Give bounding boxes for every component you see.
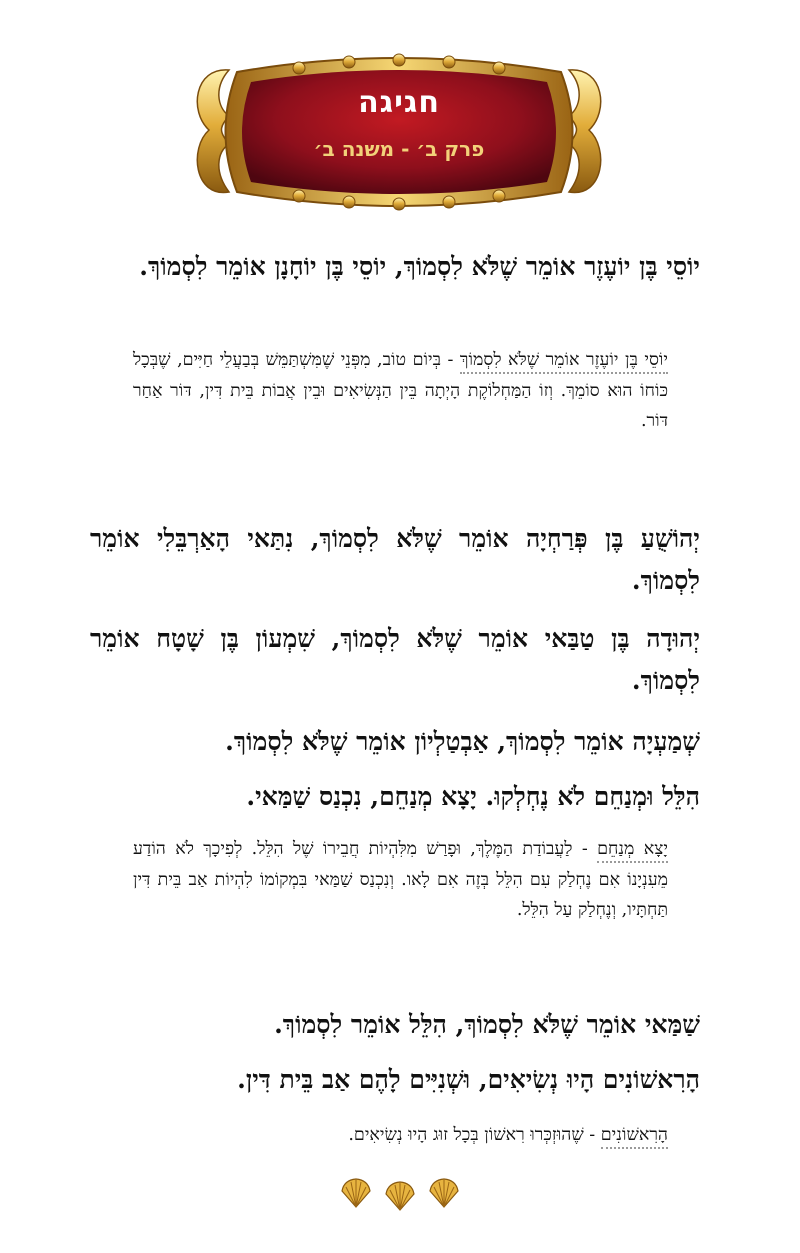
- mishna-text-4: שְׁמַעְיָה אוֹמֵר לִסְמוֹךְ, אַבְטַלְיוֹן אוֹמֵר שֶׁלֹּא לִסְמוֹךְ.: [225, 727, 700, 756]
- mishna-text-7: הָרִאשׁוֹנִים הָיוּ נְשִׂיאִים, וּשְׁנִיִּים לָהֶם אַב בֵּית דִּין.: [237, 1065, 700, 1094]
- commentary-body-3: - שֶׁהוּזְכְּרוּ רִאשׁוֹן בְּכָל זוּג הָיוּ נְשִׂיאִים.: [348, 1125, 601, 1145]
- tractate-title: חגיגה: [358, 85, 440, 120]
- header-banner: [189, 52, 609, 212]
- chapter-mishna-subtitle: פרק ב׳ - משנה ב׳: [313, 137, 485, 161]
- shell-ornament: [335, 1178, 465, 1218]
- commentary-heading-2: יָצָא מְנַחֵם: [597, 839, 668, 863]
- scroll-banner-icon: [189, 52, 609, 212]
- commentary-body-2: - לַעֲבוֹדַת הַמֶּלֶךְ, וּפָרַשׁ מִלִּהְיוֹת חֲבֵירוֹ שֶׁל הִלֵּל. לְפִיכָךְ לֹא הוֹדַע מֵעִנְיָנוֹ אִם נֶחְלַק עִם הִלֵּל בְּזֶה אִם לָאו. וְנִכְנַס שַׁמַּאי בִּמְקוֹמוֹ לִהְיוֹת אַב בֵּית דִּין תַּחְתָּיו, וְנֶחְלַק עַל הִלֵּל.: [133, 839, 668, 920]
- mishna-text-3: יְהוּדָה בֶּן טַבַּאי אוֹמֵר שֶׁלֹּא לִסְמוֹךְ, שִׁמְעוֹן בֶּן שָׁטָח אוֹמֵר לִסְמוֹךְ.: [90, 624, 700, 695]
- mishna-text-2: יְהוֹשֻׁעַ בֶּן פְּרַחְיָה אוֹמֵר שֶׁלֹּא לִסְמוֹךְ, נִתַּאי הָאַרְבֵּלִי אוֹמֵר לִסְמוֹךְ.: [90, 524, 700, 595]
- mishna-text-1: יוֹסֵי בֶּן יוֹעֶזֶר אוֹמֵר שֶׁלֹּא לִסְמוֹךְ, יוֹסֵי בֶּן יוֹחָנָן אוֹמֵר לִסְמוֹךְ.: [139, 252, 700, 281]
- commentary-heading-3: הָרִאשׁוֹנִים: [601, 1125, 668, 1149]
- shell-icon: [340, 1178, 372, 1208]
- shell-icon: [384, 1181, 416, 1211]
- mishna-text-5: הִלֵּל וּמְנַחֵם לֹא נֶחְלְקוּ. יָצָא מְנַחֵם, נִכְנַס שַׁמַּאי.: [246, 782, 700, 811]
- commentary-3: [133, 1120, 668, 1151]
- mishna-text-6: שַׁמַּאי אוֹמֵר שֶׁלֹּא לִסְמוֹךְ, הִלֵּל אוֹמֵר לִסְמוֹךְ.: [274, 1010, 700, 1039]
- commentary-1: [133, 345, 668, 437]
- commentary-body-1: - בְּיוֹם טוֹב, מִפְּנֵי שֶׁמִּשְׁתַּמֵּשׁ בְּבַעֲלֵי חַיִּים, שֶׁבְּכָל כּוֹחוֹ הוּא סוֹמֵךְ. וְזוֹ הַמַּחְלוֹקֶת הָיְתָה בֵּין הַנְּשִׂיאִים וּבֵין אֲבוֹת בֵּית דִּין, דּוֹר אַחַר דּוֹר.: [133, 350, 668, 431]
- commentary-2: [133, 834, 668, 926]
- commentary-heading-1: יוֹסֵי בֶּן יוֹעֶזֶר אוֹמֵר שֶׁלֹּא לִסְמוֹךְ: [460, 350, 668, 374]
- shell-icon: [428, 1178, 460, 1208]
